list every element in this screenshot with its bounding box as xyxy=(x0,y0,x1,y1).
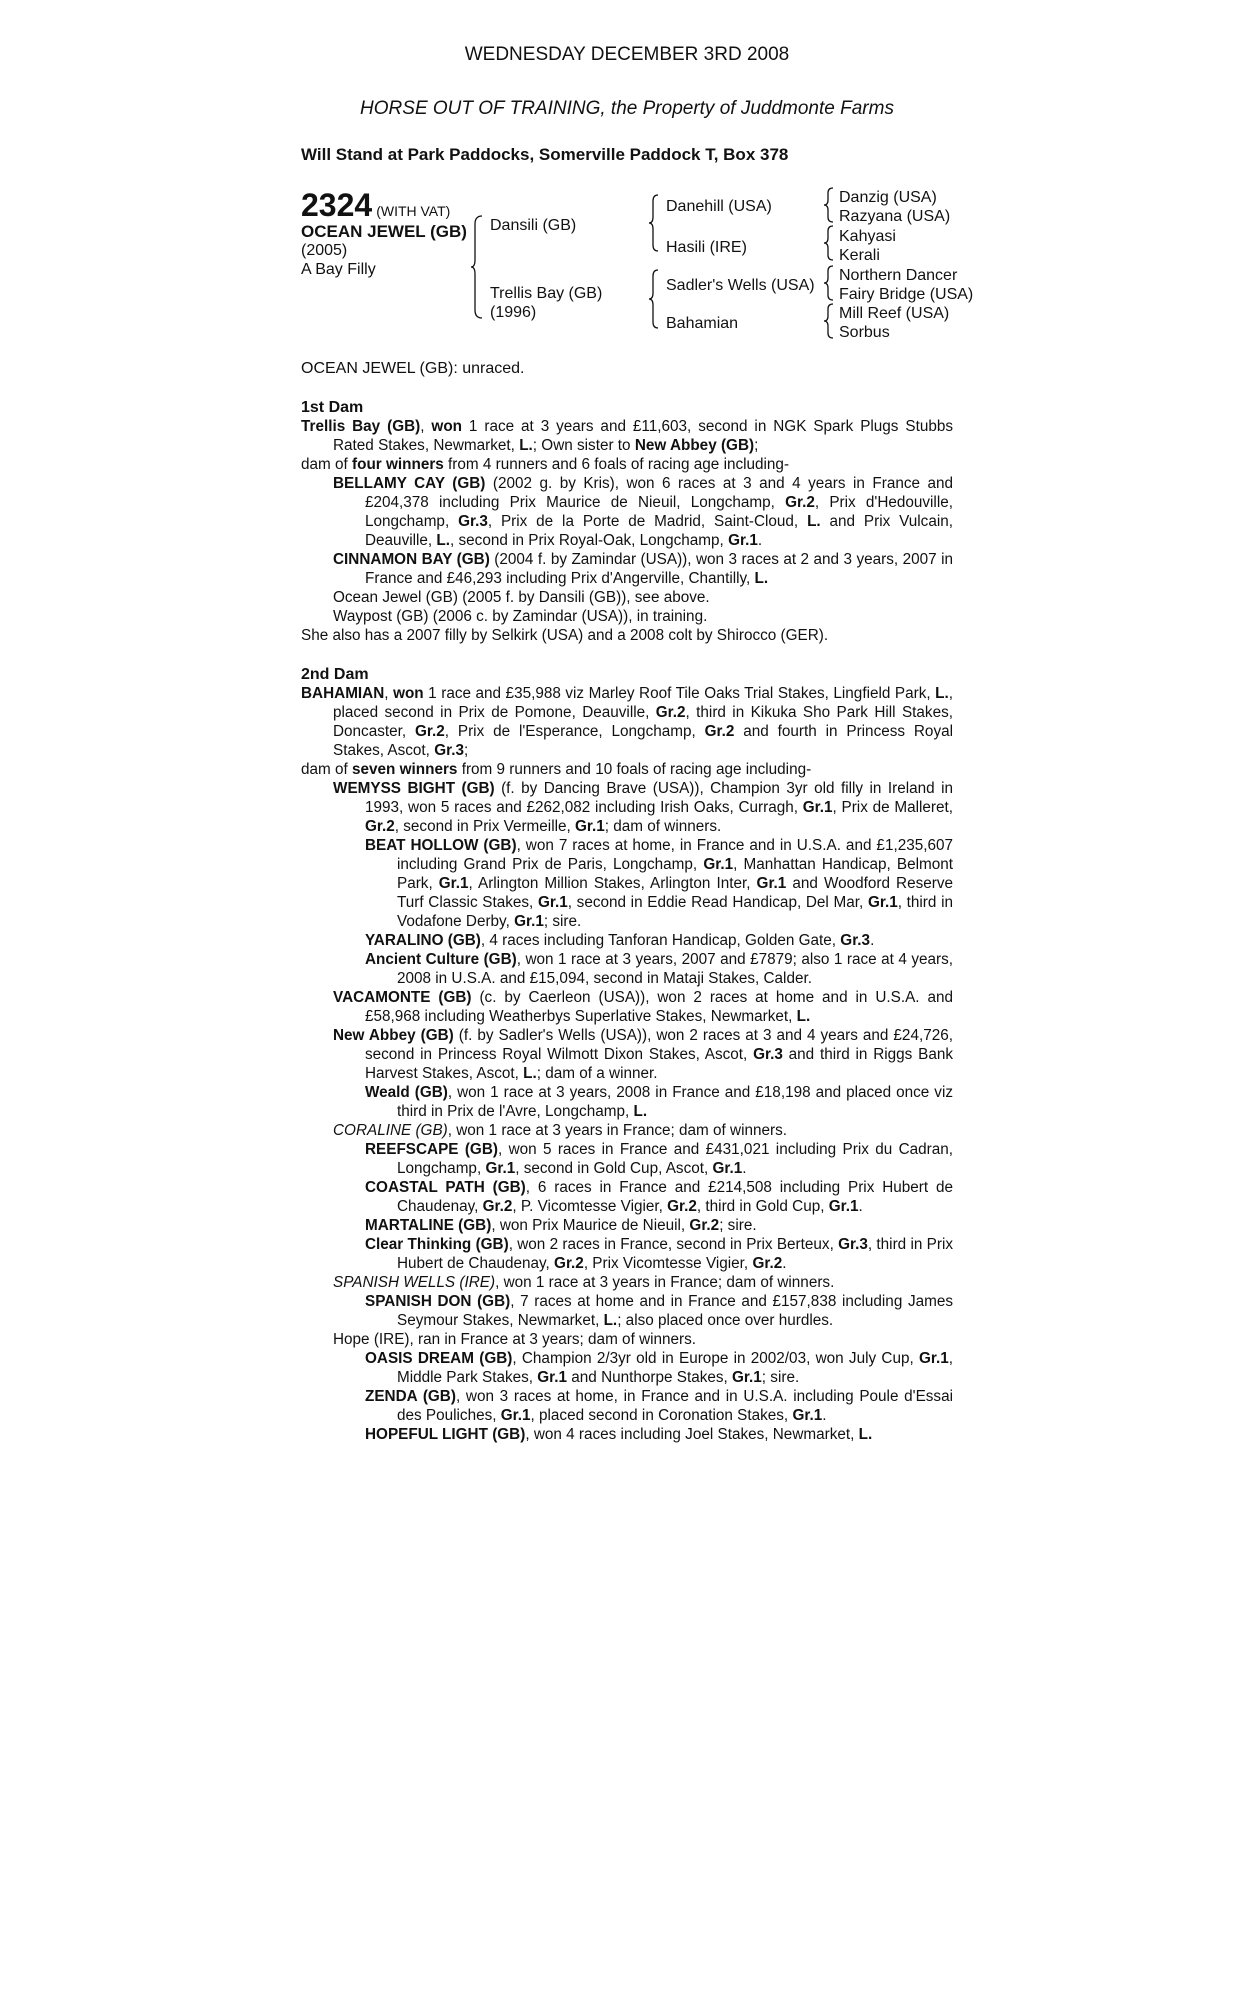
horse-name: OCEAN JEWEL (GB) xyxy=(301,222,467,241)
pedigree-g3: Kahyasi xyxy=(839,228,896,245)
pedigree-brace-main xyxy=(470,214,484,320)
produce-entry: BEAT HOLLOW (GB), won 7 races at home, in France and in U.S.A. and £1,235,607 including Grand Prix de Paris, Longchamp, Gr.1, Manhattan Handicap, Belmont Park, Gr.1, Arlington Million Stakes, Arlington Inter, Gr.1 and Woodford Reserve Turf Classic Stakes, Gr.1, second in Eddie Read Handicap, Del Mar, Gr.1, third in Vodafone Derby, Gr.1; sire. xyxy=(365,837,953,930)
produce-entry: COASTAL PATH (GB), 6 races in France and £214,508 including Prix Hubert de Chaudenay, Gr.2, P. Vicomtesse Vigier, Gr.2, third in Gold Cup, Gr.1. xyxy=(365,1179,953,1215)
pedigree-dam-sire: Sadler's Wells (USA) xyxy=(666,277,815,294)
pedigree-brace-g1 xyxy=(823,186,835,224)
horse-year: (2005) xyxy=(301,242,348,259)
produce-entry: ZENDA (GB), won 3 races at home, in France and in U.S.A. including Poule d'Essai des Pouliches, Gr.1, placed second in Coronation Stakes, Gr.1. xyxy=(365,1388,953,1424)
produce-entry: Ancient Culture (GB), won 1 race at 3 years, 2007 and £7879; also 1 race at 4 years, 2008 in U.S.A. and £15,094, second in Mataji Stakes, Calder. xyxy=(365,951,953,987)
pedigree-dam-dam: Bahamian xyxy=(666,315,739,332)
produce-entry: BELLAMY CAY (GB) (2002 g. by Kris), won 6 races at 3 and 4 years in France and £204,378 including Prix Maurice de Nieuil, Longchamp, Gr.2, Prix d'Hedouville, Longchamp, Gr.3, Prix de la Porte de Madrid, Saint-Cloud, L. and Prix Vulcain, Deauville, L., second in Prix Royal-Oak, Longchamp, Gr.1. xyxy=(333,475,954,549)
horse-description: A Bay Filly xyxy=(301,261,376,278)
produce-entry: CORALINE (GB), won 1 race at 3 years in France; dam of winners. xyxy=(333,1122,787,1139)
sale-date: WEDNESDAY DECEMBER 3RD 2008 xyxy=(464,44,790,65)
pedigree-brace-dam xyxy=(648,268,660,330)
lot-block xyxy=(301,188,471,279)
pedigree-brace-g4 xyxy=(823,302,835,340)
produce-note: She also has a 2007 filly by Selkirk (USA) and a 2008 colt by Shirocco (GER). xyxy=(301,627,829,644)
produce-entry: Weald (GB), won 1 race at 3 years, 2008 in France and £18,198 and placed once viz third in Prix de l'Avre, Longchamp, L. xyxy=(365,1084,953,1120)
pedigree-dam-year: (1996) xyxy=(490,304,537,321)
lot-subtitle: HORSE OUT OF TRAINING, the Property of Juddmonte Farms xyxy=(360,98,894,119)
second-dam-paragraph: BAHAMIAN, won 1 race and £35,988 viz Marley Roof Tile Oaks Trial Stakes, Lingfield Park, L., placed second in Prix de Pomone, Deauville, Gr.2, third in Kikuka Sho Park Hill Stakes, Doncaster, Gr.2, Prix de l'Esperance, Longchamp, Gr.2 and fourth in Princess Royal Stakes, Ascot, Gr.3; xyxy=(301,685,953,759)
produce-entry: REEFSCAPE (GB), won 5 races in France and £431,021 including Prix du Cadran, Longchamp, Gr.1, second in Gold Cup, Ascot, Gr.1. xyxy=(365,1141,953,1177)
race-summary: OCEAN JEWEL (GB): unraced. xyxy=(301,360,525,377)
produce-entry: CINNAMON BAY (GB) (2004 f. by Zamindar (USA)), won 3 races at 2 and 3 years, 2007 in France and £46,293 including Prix d'Angerville, Chantilly, L. xyxy=(333,551,954,587)
produce-record xyxy=(301,398,953,1444)
produce-entry: WEMYSS BIGHT (GB) (f. by Dancing Brave (USA)), Champion 3yr old filly in Ireland in 1993, won 5 races and £262,082 including Irish Oaks, Curragh, Gr.1, Prix de Malleret, Gr.2, second in Prix Vermeille, Gr.1; dam of winners. xyxy=(333,780,954,835)
pedigree-g7: Mill Reef (USA) xyxy=(839,305,950,322)
vat-note: (WITH VAT) xyxy=(376,203,451,219)
second-dam-heading: 2nd Dam xyxy=(301,666,369,683)
pedigree-brace-g2 xyxy=(823,224,835,262)
produce-entry: SPANISH DON (GB), 7 races at home and in France and £157,838 including James Seymour Stakes, Newmarket, L.; also placed once over hurdles. xyxy=(365,1293,953,1329)
produce-entry: Ocean Jewel (GB) (2005 f. by Dansili (GB)), see above. xyxy=(333,589,710,606)
pedigree-g5: Northern Dancer xyxy=(839,267,958,284)
produce-entry: MARTALINE (GB), won Prix Maurice de Nieuil, Gr.2; sire. xyxy=(365,1217,757,1234)
stand-location: Will Stand at Park Paddocks, Somerville Paddock T, Box 378 xyxy=(301,145,789,164)
produce-entry: SPANISH WELLS (IRE), won 1 race at 3 years in France; dam of winners. xyxy=(333,1274,835,1291)
pedigree-brace-g3 xyxy=(823,264,835,302)
produce-entry: Clear Thinking (GB), won 2 races in France, second in Prix Berteux, Gr.3, third in Prix Hubert de Chaudenay, Gr.2, Prix Vicomtesse Vigier, Gr.2. xyxy=(365,1236,953,1272)
pedigree-g6: Fairy Bridge (USA) xyxy=(839,286,974,303)
pedigree-sire: Dansili (GB) xyxy=(490,217,577,234)
produce-entry: YARALINO (GB), 4 races including Tanforan Handicap, Golden Gate, Gr.3. xyxy=(365,932,875,949)
produce-entry: VACAMONTE (GB) (c. by Caerleon (USA)), won 2 races at home and in U.S.A. and £58,968 including Weatherbys Superlative Stakes, Newmarket, L. xyxy=(333,989,954,1025)
second-dam-produce-summary: dam of seven winners from 9 runners and 10 foals of racing age including- xyxy=(301,761,812,778)
pedigree-sire-dam: Hasili (IRE) xyxy=(666,239,747,256)
first-dam-heading: 1st Dam xyxy=(301,399,364,416)
produce-entry: New Abbey (GB) (f. by Sadler's Wells (USA)), won 2 races at 3 and 4 years and £24,726, second in Princess Royal Wilmott Dixon Stakes, Ascot, Gr.3 and third in Riggs Bank Harvest Stakes, Ascot, L.; dam of a winner. xyxy=(333,1027,953,1082)
pedigree-g2: Razyana (USA) xyxy=(839,208,951,225)
pedigree-brace-sire xyxy=(648,193,660,253)
produce-entry: HOPEFUL LIGHT (GB), won 4 races including Joel Stakes, Newmarket, L. xyxy=(365,1426,873,1443)
lot-number: 2324 xyxy=(301,187,373,223)
produce-entry: OASIS DREAM (GB), Champion 2/3yr old in Europe in 2002/03, won July Cup, Gr.1, Middle Park Stakes, Gr.1 and Nunthorpe Stakes, Gr.1; sire. xyxy=(365,1350,953,1386)
pedigree-g8: Sorbus xyxy=(839,324,890,341)
produce-entry: Waypost (GB) (2006 c. by Zamindar (USA)), in training. xyxy=(333,608,708,625)
first-dam-paragraph: Trellis Bay (GB), won 1 race at 3 years and £11,603, second in NGK Spark Plugs Stubbs Rated Stakes, Newmarket, L.; Own sister to New Abbey (GB); xyxy=(301,418,953,454)
pedigree-g4: Kerali xyxy=(839,247,880,264)
pedigree-g1: Danzig (USA) xyxy=(839,189,937,206)
produce-entry: Hope (IRE), ran in France at 3 years; dam of winners. xyxy=(333,1331,697,1348)
first-dam-produce-summary: dam of four winners from 4 runners and 6 foals of racing age including- xyxy=(301,456,790,473)
pedigree-sire-sire: Danehill (USA) xyxy=(666,198,772,215)
pedigree-dam: Trellis Bay (GB) xyxy=(490,285,603,302)
